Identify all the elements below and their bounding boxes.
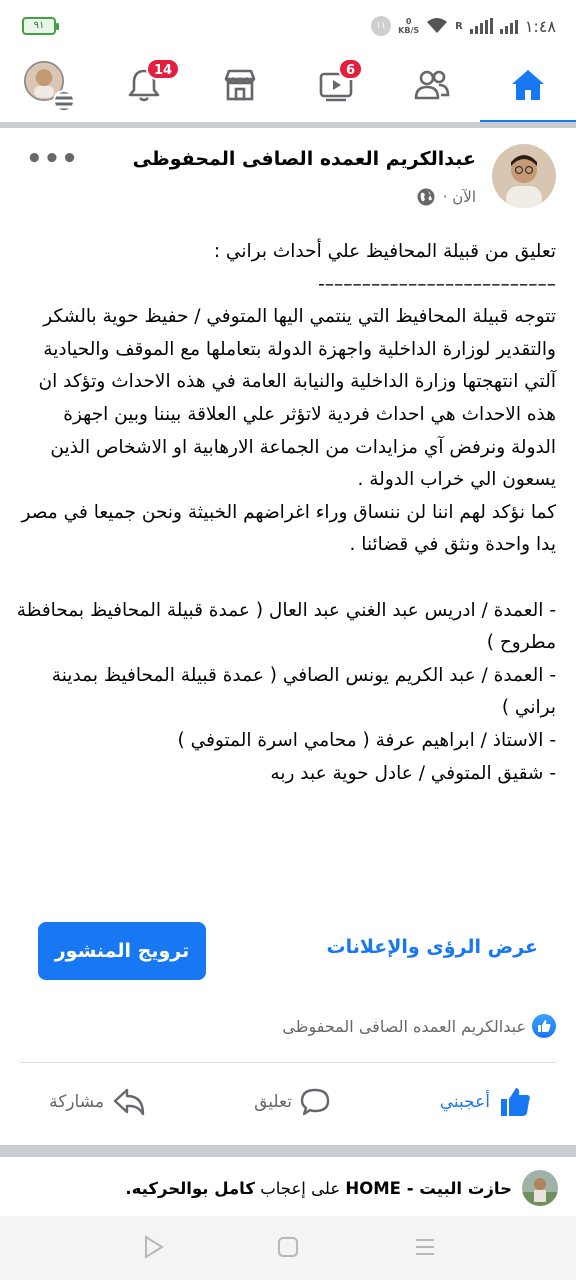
friend-activity[interactable] — [125, 1170, 558, 1206]
boost-post-button[interactable]: ترويج المنشور — [38, 922, 206, 980]
post-time: الآن · — [442, 188, 476, 206]
post-admin-actions — [0, 922, 576, 982]
divider — [0, 1145, 576, 1157]
friend-avatar[interactable] — [522, 1170, 558, 1206]
video-badge: 6 — [338, 58, 363, 80]
nav-friends[interactable] — [384, 52, 480, 118]
notifications-badge: 14 — [146, 58, 180, 80]
store-icon — [220, 65, 260, 105]
nav-notifications[interactable] — [96, 52, 192, 118]
friends-icon — [412, 65, 452, 105]
post — [0, 128, 576, 1112]
android-nav-bar — [0, 1216, 576, 1280]
post-author[interactable]: عبدالكريم العمده الصافى المحفوظى — [132, 148, 476, 170]
signal-icon-2 — [500, 18, 518, 34]
reactions-summary[interactable] — [282, 1014, 556, 1038]
home-button-icon[interactable] — [273, 1232, 303, 1262]
profile-avatar[interactable] — [24, 61, 72, 109]
comment-button[interactable] — [254, 1072, 330, 1132]
nav-watch[interactable] — [288, 52, 384, 118]
share-button[interactable] — [49, 1072, 146, 1132]
divider — [20, 1062, 556, 1063]
nav-home[interactable] — [480, 52, 576, 118]
view-insights-link[interactable]: عرض الرؤى والإعلانات — [326, 936, 538, 958]
network-speed: 0 KB/S — [398, 17, 420, 35]
battery-level: ٩١ — [33, 20, 45, 31]
post-text: تعليق من قبيلة المحافيظ علي أحداث براني : –––––––––––––––––––––––––- تتوجه قبيلة المحافيظ التي ينتمي اليها المتوفي / حفيظ حوية بالشكر والتقدير لوزارة الداخلية واجهزة الدولة بتعاملها مع الموقف والحيادية آلتي انتهجتها وزارة الداخلية والنيابة العامة في هذه الاحداث وتؤكد ان هذه الاحداث هي احداث فردية لاتؤثر علي العلاقة بيننا وبين اجهزة الدولة ونرفض آي مزايدات من الجماعة الارهابية او الاشخاص الذين يسعون الي خراب الدولة . كما نؤكد لهم اننا لن ننساق وراء اغراضهم الخبيثة ونحن جميعا في مصر يدا واحدة ونثق في قضائنا . - العمدة / ادريس عبد الغني عبد العال ( عمدة قبيلة المحافيظ بمحافظة مطروح ) - العمدة / عبد الكريم يونس الصافي ( عمدة قبيلة المحافيظ بمدينة براني ) - الاستاذ / ابراهيم عرفة ( محامي اسرة المتوفي ) - شقيق المتوفي / عادل حوية عبد ربه — [16, 241, 556, 784]
status-bar — [0, 0, 576, 52]
menu-icon — [53, 90, 75, 112]
post-meta — [417, 188, 476, 206]
comment-label: تعليق — [254, 1092, 292, 1112]
nav-menu[interactable] — [0, 52, 96, 118]
network-label: R — [455, 20, 463, 32]
like-label: أعجبني — [439, 1092, 490, 1112]
share-icon — [112, 1087, 146, 1117]
like-reaction-icon — [532, 1014, 556, 1038]
battery-icon — [22, 17, 56, 35]
friend-activity-middle: على إعجاب — [254, 1178, 346, 1198]
post-actions — [0, 1072, 576, 1132]
post-header — [0, 128, 576, 218]
friend-activity-target[interactable]: كامل بوالحركيه. — [125, 1178, 255, 1198]
top-nav — [0, 52, 576, 122]
home-icon — [508, 65, 548, 105]
comment-icon — [300, 1087, 330, 1117]
like-button[interactable] — [440, 1072, 532, 1132]
wifi-icon — [426, 17, 448, 35]
notification-count: ١١ — [371, 16, 391, 36]
signal-icon — [470, 18, 493, 34]
recents-icon[interactable] — [410, 1232, 440, 1262]
globe-icon — [417, 188, 435, 206]
clock: ١:٤٨ — [524, 16, 556, 36]
share-label: مشاركة — [49, 1092, 104, 1112]
back-icon[interactable] — [138, 1232, 168, 1262]
reactions-name: عبدالكريم العمده الصافى المحفوظى — [282, 1016, 526, 1036]
thumbs-up-icon — [498, 1085, 532, 1119]
friend-activity-page[interactable]: حازت البيت - HOME — [345, 1178, 512, 1198]
status-icons — [371, 14, 556, 38]
author-avatar[interactable] — [492, 144, 556, 208]
more-options-button[interactable]: ••• — [26, 144, 79, 174]
nav-marketplace[interactable] — [192, 52, 288, 118]
friend-activity-text — [125, 1179, 512, 1198]
